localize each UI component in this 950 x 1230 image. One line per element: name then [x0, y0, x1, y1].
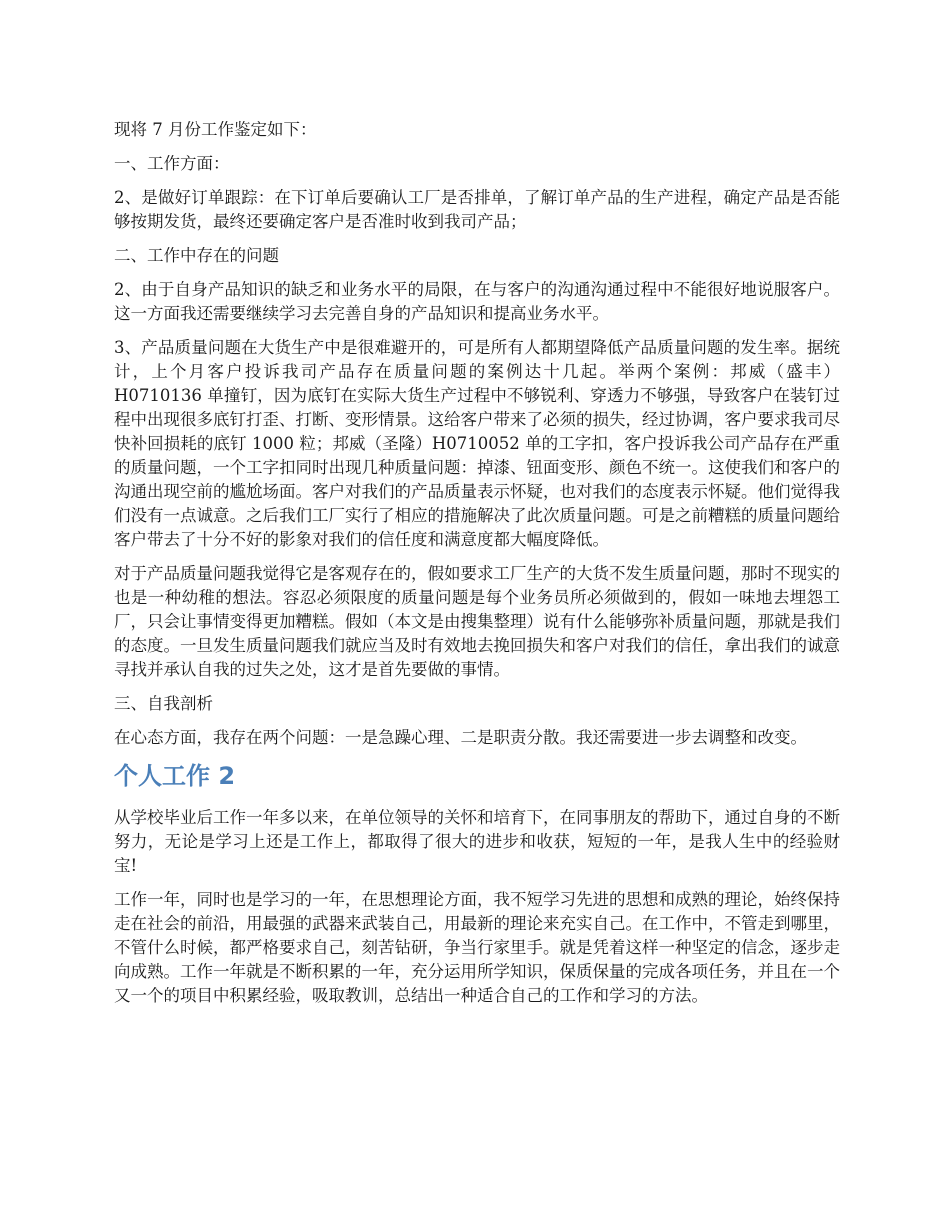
document-page	[114, 118, 840, 1018]
paragraph-quality-attitude: 对于产品质量问题我觉得它是客观存在的，假如要求工厂生产的大货不发生质量问题，那时不现实的也是一种幼稚的想法。容忍必须限度的质量问题是每个业务员所必须做到的，假如一味地去埋怨工厂，只会让事情变得更加糟糕。假如（本文是由搜集整理）说有什么能够弥补质量问题，那就是我们的态度。一旦发生质量问题我们就应当及时有效地去挽回损失和客户对我们的信任，拿出我们的诚意寻找并承认自我的过失之处，这才是首先要做的事情。	[114, 564, 840, 679]
paragraph-learning-year: 工作一年，同时也是学习的一年，在思想理论方面，我不短学习先进的思想和成熟的理论，始终保持走在社会的前沿，用最强的武器来武装自己，用最新的理论来充实自己。在工作中，不管走到哪里，不管什么时候，都严格要求自己，刻苦钻研，争当行家里手。就是凭着这样一种坚定的信念，逐步走向成熟。工作一年就是不断积累的一年，充分运用所学知识，保质保量的完成各项任务，并且在一个又一个的项目中积累经验，吸取教训，总结出一种适合自己的工作和学习的方法。	[114, 890, 840, 1005]
paragraph-mindset: 在心态方面，我存在两个问题：一是急躁心理、二是职责分散。我还需要进一步去调整和改变。	[114, 728, 807, 747]
intro-paragraph: 现将 7 月份工作鉴定如下：	[114, 120, 317, 139]
section-heading-problems: 二、工作中存在的问题	[114, 246, 279, 265]
paragraph-order-tracking: 2、是做好订单跟踪：在下订单后要确认工厂是否排单，了解订单产品的生产进程，确定产品是否能够按期发货，最终还要确定客户是否准时收到我司产品；	[114, 188, 840, 231]
paragraph-product-knowledge: 2、由于自身产品知识的缺乏和业务水平的局限，在与客户的沟通沟通过程中不能很好地说服客户。这一方面我还需要继续学习去完善自身的产品知识和提高业务水平。	[114, 280, 840, 323]
section-heading-self-analysis: 三、自我剖析	[114, 694, 213, 713]
paragraph-quality-issues: 3、产品质量问题在大货生产中是很难避开的，可是所有人都期望降低产品质量问题的发生率。据统计，上个月客户投诉我司产品存在质量问题的案例达十几起。举两个案例：邦威（盛丰）H0710136 单撞钉，因为底钉在实际大货生产过程中不够锐利、穿透力不够强，导致客户在装钉过程中出现很多底钉打歪、打断、变形情景。这给客户带来了必须的损失，经过协调，客户要求我司尽快补回损耗的底钉 1000 粒；邦威（圣隆）H0710052 单的工字扣，客户投诉我公司产品存在严重的质量问题，一个工字扣同时出现几种质量问题：掉漆、钮面变形、颜色不统一。这使我们和客户的沟通出现空前的尴尬场面。客户对我们的产品质量表示怀疑，也对我们的态度表示怀疑。他们觉得我们没有一点诚意。之后我们工厂实行了相应的措施解决了此次质量问题。可是之前糟糕的质量问题给客户带去了十分不好的影象对我们的信任度和满意度都大幅度降低。	[114, 338, 840, 549]
heading-personal-work-2: 个人工作 2	[114, 762, 236, 790]
paragraph-graduation: 从学校毕业后工作一年多以来，在单位领导的关怀和培育下，在同事朋友的帮助下，通过自身的不断努力，无论是学习上还是工作上，都取得了很大的进步和收获，短短的一年，是我人生中的经验财宝!	[114, 808, 840, 875]
section-heading-work: 一、工作方面：	[114, 154, 230, 173]
